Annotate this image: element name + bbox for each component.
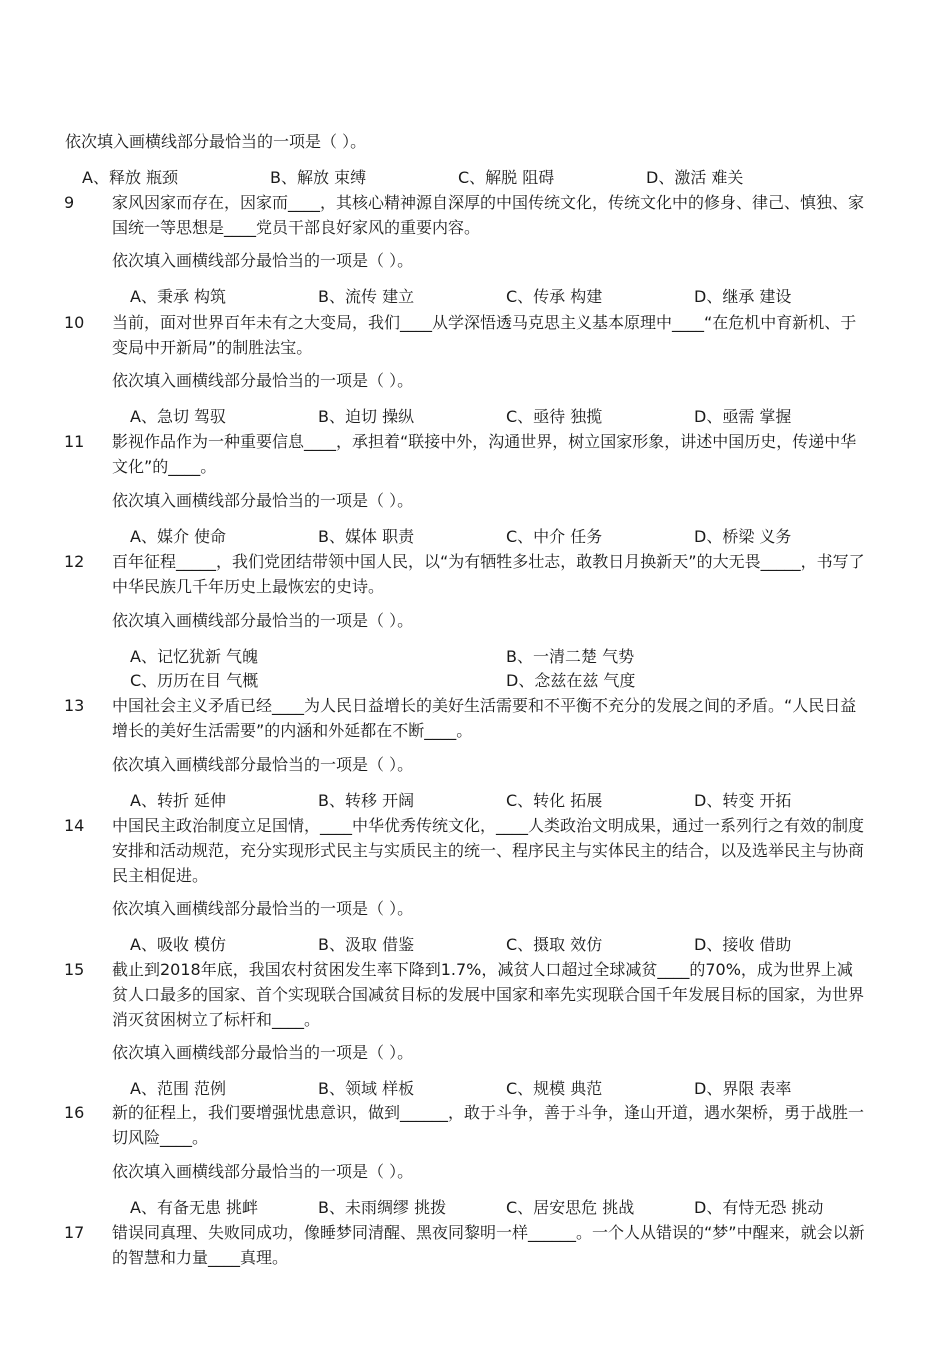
- option-d: D、转变 开拓: [694, 791, 792, 810]
- answer-options: [82, 166, 782, 190]
- option-a: A、记忆犹新 气魄: [130, 647, 259, 666]
- option-b: B、转移 开阔: [318, 791, 415, 810]
- question-number: 10: [64, 313, 85, 332]
- option-d: D、继承 建设: [694, 287, 792, 306]
- option-c: C、中介 任务: [506, 527, 603, 546]
- option-d: D、有恃无恐 挑动: [694, 1198, 824, 1217]
- option-c: C、规模 典范: [506, 1079, 603, 1098]
- question-prompt: 依次填入画横线部分最恰当的一项是（ ）。: [112, 251, 414, 270]
- option-d: D、接收 借助: [694, 935, 792, 954]
- question-number: 11: [64, 432, 85, 451]
- question-prompt: 依次填入画横线部分最恰当的一项是（ ）。: [112, 491, 414, 510]
- question-prompt: 依次填入画横线部分最恰当的一项是（ ）。: [112, 899, 414, 918]
- option-a: A、范围 范例: [130, 1079, 227, 1098]
- option-a: A、有备无患 挑衅: [130, 1198, 259, 1217]
- question-prompt: 依次填入画横线部分最恰当的一项是（ ）。: [112, 1043, 414, 1062]
- option-b: B、未雨绸缪 挑拨: [318, 1198, 447, 1217]
- option-d: D、桥梁 义务: [694, 527, 792, 546]
- question-number: 9: [64, 193, 75, 212]
- option-b: B、一清二楚 气势: [506, 647, 635, 666]
- option-a: A、急切 驾驭: [130, 407, 227, 426]
- question-text: 影视作品作为一种重要信息____，承担着“联接中外，沟通世界，树立国家形象，讲述中国历史，传递中华文化”的____。: [112, 432, 857, 476]
- option-b: B、媒体 职责: [318, 527, 415, 546]
- option-c: C、传承 构建: [506, 287, 603, 306]
- option-a: A、吸收 模仿: [130, 935, 227, 954]
- answer-options: [130, 645, 850, 693]
- question-text: 当前，面对世界百年未有之大变局，我们____从学深悟透马克思主义基本原理中____“在危机中育新机、于变局中开新局”的制胜法宝。: [112, 313, 857, 357]
- question-text: 中国民主政治制度立足国情，____中华优秀传统文化，____人类政治文明成果，通过一系列行之有效的制度安排和活动规范，充分实现形式民主与实质民主的统一、程序民主与实体民主的结合，以及选举民主与协商民主相促进。: [112, 816, 865, 885]
- option-c: C、居安思危 挑战: [506, 1198, 635, 1217]
- option-a: A、释放 瓶颈: [82, 168, 179, 187]
- option-b: B、领域 样板: [318, 1079, 415, 1098]
- option-b: B、流传 建立: [318, 287, 415, 306]
- option-d: D、界限 表率: [694, 1079, 792, 1098]
- question-prompt: 依次填入画横线部分最恰当的一项是（ ）。: [112, 371, 414, 390]
- option-b: B、解放 束缚: [270, 168, 367, 187]
- option-c: C、亟待 独揽: [506, 407, 603, 426]
- question-text: 中国社会主义矛盾已经____为人民日益增长的美好生活需要和不平衡不充分的发展之间的矛盾。“人民日益增长的美好生活需要”的内涵和外延都在不断____。: [112, 696, 857, 740]
- option-a: A、媒介 使命: [130, 527, 227, 546]
- question-number: 17: [64, 1223, 85, 1242]
- question-prompt: 依次填入画横线部分最恰当的一项是（ ）。: [112, 755, 414, 774]
- option-c: C、摄取 效仿: [506, 935, 603, 954]
- option-c: C、解脱 阻碍: [458, 168, 555, 187]
- option-a: A、转折 延伸: [130, 791, 227, 810]
- question-text: 家风因家而存在，因家而____，其核心精神源自深厚的中国传统文化，传统文化中的修身、律己、慎独、家国统一等思想是____党员干部良好家风的重要内容。: [112, 193, 865, 237]
- question-number: 12: [64, 552, 85, 571]
- option-c: C、转化 拓展: [506, 791, 603, 810]
- question-text: 百年征程_____，我们党团结带领中国人民，以“为有牺牲多壮志，敢教日月换新天”的大无畏_____，书写了中华民族几千年历史上最恢宏的史诗。: [112, 552, 865, 596]
- option-d: D、亟需 掌握: [694, 407, 792, 426]
- question-text: 截止到2018年底，我国农村贫困发生率下降到1.7%，减贫人口超过全球减贫____的70%，成为世界上减贫人口最多的国家、首个实现联合国减贫目标的发展中国家和率先实现联合国千年发展目标的国家，为世界消灭贫困树立了标杆和____。: [112, 960, 865, 1029]
- question-number: 14: [64, 816, 85, 835]
- option-c: C、历历在目 气概: [130, 671, 259, 690]
- option-a: A、秉承 构筑: [130, 287, 227, 306]
- question-prompt: 依次填入画横线部分最恰当的一项是（ ）。: [112, 1162, 414, 1181]
- question-number: 16: [64, 1103, 85, 1122]
- question-text: 错误同真理、失败同成功，像睡梦同清醒、黑夜同黎明一样______。一个人从错误的“梦”中醒来，就会以新的智慧和力量____真理。: [112, 1223, 865, 1267]
- question-prompt: 依次填入画横线部分最恰当的一项是（ ）。: [112, 611, 414, 630]
- question-prompt: 依次填入画横线部分最恰当的一项是（ ）。: [65, 132, 367, 151]
- question-number: 13: [64, 696, 85, 715]
- option-b: B、迫切 操纵: [318, 407, 415, 426]
- question-text: 新的征程上，我们要增强忧患意识，做到______，敢于斗争，善于斗争，逢山开道，遇水架桥，勇于战胜一切风险____。: [112, 1103, 865, 1147]
- option-b: B、汲取 借鉴: [318, 935, 415, 954]
- question-number: 15: [64, 960, 85, 979]
- option-d: D、念兹在兹 气度: [506, 671, 636, 690]
- option-d: D、激活 难关: [646, 168, 744, 187]
